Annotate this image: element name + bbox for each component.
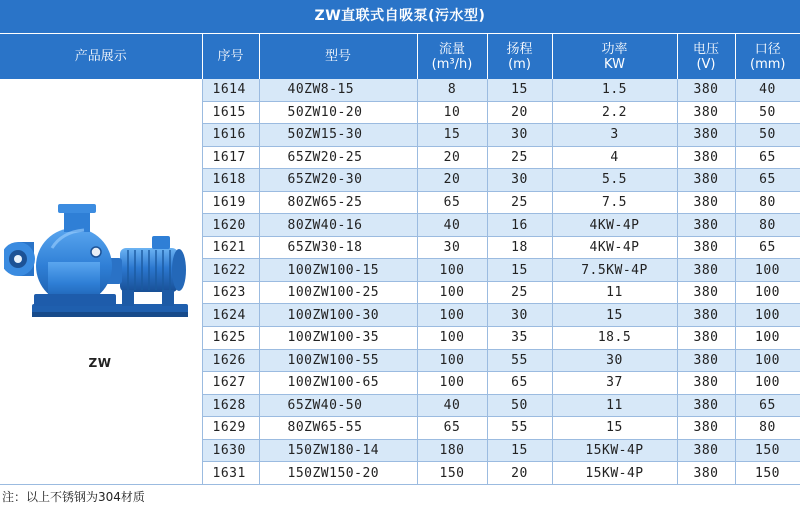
header-model: 型号 [259, 34, 417, 79]
cell-power: 30 [552, 349, 677, 372]
cell-head: 30 [487, 169, 552, 192]
cell-voltage: 380 [677, 462, 735, 485]
cell-caliber: 100 [735, 304, 800, 327]
cell-head: 55 [487, 349, 552, 372]
cell-flow: 30 [417, 236, 487, 259]
header-caliber [735, 34, 800, 79]
cell-caliber: 100 [735, 327, 800, 350]
cell-voltage: 380 [677, 417, 735, 440]
cell-caliber: 65 [735, 146, 800, 169]
cell-head: 30 [487, 124, 552, 147]
cell-model: 80ZW65-55 [259, 417, 417, 440]
cell-head: 50 [487, 394, 552, 417]
cell-voltage: 380 [677, 327, 735, 350]
product-caption: ZW [88, 356, 112, 370]
cell-seq: 1619 [202, 191, 259, 214]
cell-seq: 1626 [202, 349, 259, 372]
cell-model: 65ZW40-50 [259, 394, 417, 417]
cell-power: 37 [552, 372, 677, 395]
cell-model: 150ZW150-20 [259, 462, 417, 485]
cell-head: 25 [487, 281, 552, 304]
cell-seq: 1620 [202, 214, 259, 237]
table-row [0, 79, 800, 101]
cell-head: 65 [487, 372, 552, 395]
header-flow-name: 流量 [438, 41, 465, 57]
cell-seq: 1617 [202, 146, 259, 169]
header-power [552, 34, 677, 79]
cell-caliber: 80 [735, 417, 800, 440]
cell-flow: 20 [417, 169, 487, 192]
cell-seq: 1629 [202, 417, 259, 440]
cell-seq: 1627 [202, 372, 259, 395]
cell-seq: 1625 [202, 327, 259, 350]
cell-voltage: 380 [677, 169, 735, 192]
cell-model: 40ZW8-15 [259, 79, 417, 101]
cell-product [0, 79, 202, 485]
cell-flow: 15 [417, 124, 487, 147]
cell-caliber: 150 [735, 439, 800, 462]
header-row [0, 34, 800, 79]
cell-seq: 1630 [202, 439, 259, 462]
cell-caliber: 100 [735, 259, 800, 282]
cell-model: 65ZW30-18 [259, 236, 417, 259]
cell-model: 80ZW40-16 [259, 214, 417, 237]
cell-head: 15 [487, 439, 552, 462]
table-title: ZW直联式自吸泵(污水型) [0, 0, 800, 34]
cell-caliber: 80 [735, 191, 800, 214]
header-head [487, 34, 552, 79]
cell-power: 15 [552, 304, 677, 327]
cell-flow: 100 [417, 372, 487, 395]
table-body [0, 79, 800, 485]
header-head-unit: (m) [508, 56, 531, 72]
cell-caliber: 100 [735, 281, 800, 304]
cell-caliber: 65 [735, 236, 800, 259]
cell-voltage: 380 [677, 304, 735, 327]
header-head-name: 扬程 [506, 41, 533, 57]
cell-flow: 100 [417, 259, 487, 282]
cell-voltage: 380 [677, 372, 735, 395]
spec-table [0, 34, 800, 485]
header-power-name: 功率 [601, 41, 628, 57]
footnote: 注：以上不锈钢为304材质 [2, 490, 145, 504]
cell-seq: 1616 [202, 124, 259, 147]
cell-flow: 150 [417, 462, 487, 485]
cell-model: 80ZW65-25 [259, 191, 417, 214]
cell-power: 5.5 [552, 169, 677, 192]
cell-caliber: 100 [735, 372, 800, 395]
cell-power: 15KW-4P [552, 462, 677, 485]
cell-head: 55 [487, 417, 552, 440]
cell-power: 4KW-4P [552, 214, 677, 237]
cell-flow: 10 [417, 101, 487, 124]
pump-image [4, 192, 196, 332]
cell-model: 100ZW100-30 [259, 304, 417, 327]
cell-power: 15 [552, 417, 677, 440]
cell-voltage: 380 [677, 146, 735, 169]
cell-voltage: 380 [677, 281, 735, 304]
cell-model: 100ZW100-55 [259, 349, 417, 372]
cell-head: 25 [487, 191, 552, 214]
cell-power: 2.2 [552, 101, 677, 124]
cell-model: 65ZW20-30 [259, 169, 417, 192]
cell-power: 11 [552, 281, 677, 304]
cell-flow: 100 [417, 281, 487, 304]
cell-flow: 65 [417, 417, 487, 440]
cell-caliber: 80 [735, 214, 800, 237]
cell-voltage: 380 [677, 439, 735, 462]
header-caliber-unit: (mm) [750, 56, 786, 72]
cell-model: 50ZW15-30 [259, 124, 417, 147]
cell-model: 100ZW100-25 [259, 281, 417, 304]
header-flow-unit: (m³/h) [431, 56, 473, 72]
cell-seq: 1623 [202, 281, 259, 304]
cell-voltage: 380 [677, 259, 735, 282]
header-voltage-unit: (V) [696, 56, 716, 72]
cell-flow: 40 [417, 214, 487, 237]
cell-seq: 1628 [202, 394, 259, 417]
cell-power: 1.5 [552, 79, 677, 101]
cell-model: 100ZW100-65 [259, 372, 417, 395]
header-voltage-name: 电压 [692, 41, 719, 57]
cell-head: 15 [487, 79, 552, 101]
cell-model: 100ZW100-15 [259, 259, 417, 282]
cell-seq: 1621 [202, 236, 259, 259]
cell-power: 7.5 [552, 191, 677, 214]
cell-power: 4 [552, 146, 677, 169]
header-product: 产品展示 [0, 34, 202, 79]
cell-voltage: 380 [677, 101, 735, 124]
product-display [0, 79, 200, 484]
cell-voltage: 380 [677, 236, 735, 259]
cell-head: 20 [487, 101, 552, 124]
cell-model: 65ZW20-25 [259, 146, 417, 169]
cell-flow: 100 [417, 327, 487, 350]
header-power-unit: KW [604, 56, 625, 72]
cell-flow: 8 [417, 79, 487, 101]
cell-flow: 100 [417, 304, 487, 327]
header-flow [417, 34, 487, 79]
cell-head: 16 [487, 214, 552, 237]
header-caliber-name: 口径 [754, 41, 781, 57]
cell-flow: 40 [417, 394, 487, 417]
cell-voltage: 380 [677, 394, 735, 417]
cell-model: 150ZW180-14 [259, 439, 417, 462]
cell-power: 11 [552, 394, 677, 417]
cell-seq: 1618 [202, 169, 259, 192]
cell-seq: 1622 [202, 259, 259, 282]
cell-seq: 1631 [202, 462, 259, 485]
cell-power: 3 [552, 124, 677, 147]
cell-seq: 1615 [202, 101, 259, 124]
cell-caliber: 65 [735, 394, 800, 417]
cell-flow: 20 [417, 146, 487, 169]
header-seq: 序号 [202, 34, 259, 79]
cell-voltage: 380 [677, 191, 735, 214]
cell-voltage: 380 [677, 124, 735, 147]
cell-flow: 100 [417, 349, 487, 372]
cell-head: 20 [487, 462, 552, 485]
cell-head: 15 [487, 259, 552, 282]
cell-head: 25 [487, 146, 552, 169]
cell-flow: 65 [417, 191, 487, 214]
cell-flow: 180 [417, 439, 487, 462]
cell-power: 15KW-4P [552, 439, 677, 462]
cell-caliber: 150 [735, 462, 800, 485]
cell-head: 35 [487, 327, 552, 350]
cell-caliber: 40 [735, 79, 800, 101]
cell-seq: 1614 [202, 79, 259, 101]
cell-caliber: 100 [735, 349, 800, 372]
header-voltage [677, 34, 735, 79]
cell-voltage: 380 [677, 349, 735, 372]
cell-power: 18.5 [552, 327, 677, 350]
cell-model: 100ZW100-35 [259, 327, 417, 350]
cell-caliber: 50 [735, 124, 800, 147]
cell-voltage: 380 [677, 79, 735, 101]
cell-caliber: 50 [735, 101, 800, 124]
cell-head: 18 [487, 236, 552, 259]
cell-head: 30 [487, 304, 552, 327]
cell-model: 50ZW10-20 [259, 101, 417, 124]
cell-voltage: 380 [677, 214, 735, 237]
cell-seq: 1624 [202, 304, 259, 327]
cell-power: 7.5KW-4P [552, 259, 677, 282]
cell-power: 4KW-4P [552, 236, 677, 259]
cell-caliber: 65 [735, 169, 800, 192]
